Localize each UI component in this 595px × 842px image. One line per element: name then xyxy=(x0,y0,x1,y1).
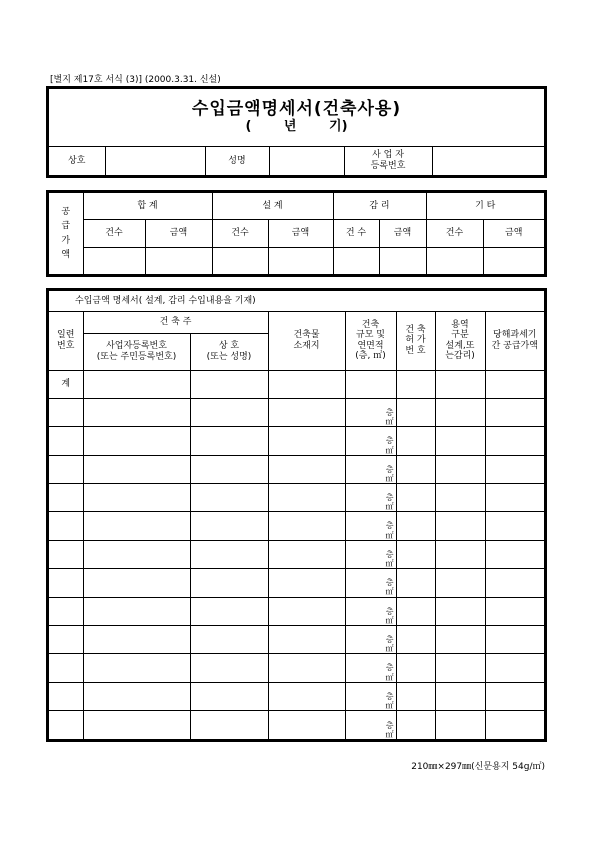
row-amount[interactable] xyxy=(485,682,544,710)
row-permit[interactable] xyxy=(396,569,435,597)
total-permit[interactable] xyxy=(396,370,435,398)
sub-header-7: 건수 xyxy=(426,219,483,247)
table-row xyxy=(49,427,544,455)
supply-side-char-2: 급 xyxy=(61,221,71,232)
col-location xyxy=(268,311,345,370)
col-amount-line2: 간 공급가액 xyxy=(491,340,538,351)
row-permit[interactable] xyxy=(396,512,435,540)
row-owner-reg[interactable] xyxy=(83,625,190,653)
sub-header-3: 건수 xyxy=(212,219,268,247)
row-permit[interactable] xyxy=(396,484,435,512)
table-row xyxy=(49,682,544,710)
col-owner-reg-line1: 사업자등록번호 xyxy=(106,341,167,352)
table-row xyxy=(49,455,544,483)
col-scale-line3: 연면적 xyxy=(357,340,384,351)
row-service[interactable] xyxy=(435,398,485,426)
row-service[interactable] xyxy=(435,484,485,512)
row-owner-reg[interactable] xyxy=(83,427,190,455)
row-service[interactable] xyxy=(435,625,485,653)
supply-side-char-3: 가 xyxy=(61,235,71,246)
row-amount[interactable] xyxy=(485,569,544,597)
row-owner-reg[interactable] xyxy=(83,398,190,426)
row-permit[interactable] xyxy=(396,682,435,710)
row-permit[interactable] xyxy=(396,711,435,739)
total-location[interactable] xyxy=(268,370,345,398)
area-unit: ㎡ xyxy=(385,502,394,512)
col-service xyxy=(435,311,485,370)
row-service[interactable] xyxy=(435,654,485,682)
col-owner-name xyxy=(190,334,268,370)
row-owner-name[interactable] xyxy=(190,569,268,597)
row-owner-reg[interactable] xyxy=(83,711,190,739)
table-row xyxy=(49,540,544,568)
supervision-amount-field[interactable] xyxy=(379,247,426,274)
row-owner-name[interactable] xyxy=(190,682,268,710)
row-scale[interactable] xyxy=(345,569,396,597)
row-serial[interactable] xyxy=(49,512,83,540)
row-amount[interactable] xyxy=(485,427,544,455)
total-owner-reg[interactable] xyxy=(83,370,190,398)
row-location[interactable] xyxy=(268,654,345,682)
row-scale[interactable] xyxy=(345,682,396,710)
col-permit xyxy=(396,311,435,370)
row-location[interactable] xyxy=(268,682,345,710)
col-serial-line1: 일련 xyxy=(57,330,75,341)
supply-summary-section xyxy=(46,190,547,277)
floor-unit: 층 xyxy=(385,663,394,673)
row-location[interactable] xyxy=(268,398,345,426)
col-owner-name-line2: (또는 성명) xyxy=(206,351,252,362)
row-location[interactable] xyxy=(268,455,345,483)
sub-header-6: 금액 xyxy=(379,219,426,247)
group-supervision: 감 리 xyxy=(333,193,426,219)
sub-header-2: 금액 xyxy=(145,219,212,247)
table-row xyxy=(49,711,544,739)
supply-side-char-4: 액 xyxy=(61,249,71,260)
area-unit: ㎡ xyxy=(385,530,394,540)
col-scale-line2: 규모 및 xyxy=(356,330,385,341)
floor-unit: 층 xyxy=(385,720,394,730)
row-serial[interactable] xyxy=(49,625,83,653)
form-title: 수입금액명세서(건축사용) xyxy=(191,99,402,119)
row-service[interactable] xyxy=(435,682,485,710)
row-permit[interactable] xyxy=(396,654,435,682)
col-owner-reg-line2: (또는 주민등록번호) xyxy=(96,351,177,362)
table-row xyxy=(49,569,544,597)
col-owner-group: 건 축 주 xyxy=(83,311,268,333)
row-amount[interactable] xyxy=(485,455,544,483)
total-amount[interactable] xyxy=(485,370,544,398)
other-amount-field[interactable] xyxy=(483,247,544,274)
row-permit[interactable] xyxy=(396,625,435,653)
row-permit[interactable] xyxy=(396,398,435,426)
row-permit[interactable] xyxy=(396,427,435,455)
total-label: 계 xyxy=(49,370,83,398)
row-service[interactable] xyxy=(435,597,485,625)
row-amount[interactable] xyxy=(485,512,544,540)
name-label: 성명 xyxy=(205,146,269,175)
row-amount[interactable] xyxy=(485,711,544,739)
row-owner-name[interactable] xyxy=(190,625,268,653)
row-location[interactable] xyxy=(268,512,345,540)
row-location[interactable] xyxy=(268,597,345,625)
design-amount-field[interactable] xyxy=(268,247,333,274)
row-scale[interactable] xyxy=(345,427,396,455)
row-owner-name[interactable] xyxy=(190,484,268,512)
col-amount xyxy=(485,311,544,370)
row-service[interactable] xyxy=(435,569,485,597)
group-design: 설 계 xyxy=(212,193,333,219)
group-other: 기 타 xyxy=(426,193,544,219)
col-serial xyxy=(49,311,83,370)
form-period: ( 년 기) xyxy=(245,118,348,134)
col-permit-line3: 번 호 xyxy=(405,345,426,356)
floor-unit: 층 xyxy=(385,407,394,417)
area-unit: ㎡ xyxy=(385,729,394,739)
row-service[interactable] xyxy=(435,512,485,540)
col-service-line1: 용역 xyxy=(451,319,469,330)
col-location-line2: 소재지 xyxy=(293,340,320,351)
row-serial[interactable] xyxy=(49,682,83,710)
area-unit: ㎡ xyxy=(385,473,394,483)
area-unit: ㎡ xyxy=(385,559,394,568)
row-owner-reg[interactable] xyxy=(83,455,190,483)
row-amount[interactable] xyxy=(485,597,544,625)
header-section xyxy=(46,86,547,178)
row-service[interactable] xyxy=(435,711,485,739)
other-count-field[interactable] xyxy=(426,247,483,274)
detail-section xyxy=(46,288,547,742)
row-permit[interactable] xyxy=(396,455,435,483)
row-location[interactable] xyxy=(268,540,345,568)
row-scale[interactable] xyxy=(345,625,396,653)
col-permit-line1: 건 축 xyxy=(405,325,426,336)
trade-name-label: 상호 xyxy=(49,146,105,175)
row-owner-name[interactable] xyxy=(190,711,268,739)
business-reg-field[interactable] xyxy=(432,146,544,175)
row-scale[interactable] xyxy=(345,398,396,426)
row-location[interactable] xyxy=(268,625,345,653)
row-owner-name[interactable] xyxy=(190,455,268,483)
row-owner-name[interactable] xyxy=(190,597,268,625)
sub-header-5: 건 수 xyxy=(333,219,379,247)
table-row xyxy=(49,398,544,426)
row-service[interactable] xyxy=(435,427,485,455)
row-serial[interactable] xyxy=(49,597,83,625)
total-count-field[interactable] xyxy=(83,247,145,274)
area-unit: ㎡ xyxy=(385,700,394,710)
paper-spec: 210㎜×297㎜(신문용지 54g/㎡) xyxy=(411,762,545,772)
row-amount[interactable] xyxy=(485,398,544,426)
col-service-line3: 설계,또 xyxy=(445,340,475,351)
table-row xyxy=(49,512,544,540)
row-scale[interactable] xyxy=(345,711,396,739)
table-row xyxy=(49,625,544,653)
row-amount[interactable] xyxy=(485,654,544,682)
row-owner-name[interactable] xyxy=(190,540,268,568)
floor-unit: 층 xyxy=(385,578,394,588)
row-owner-reg[interactable] xyxy=(83,597,190,625)
row-owner-reg[interactable] xyxy=(83,512,190,540)
row-serial[interactable] xyxy=(49,427,83,455)
name-field[interactable] xyxy=(269,146,344,175)
row-amount[interactable] xyxy=(485,484,544,512)
row-serial[interactable] xyxy=(49,540,83,568)
form-caption: [별지 제17호 서식 (3)] (2000.3.31. 신설) xyxy=(50,75,221,85)
row-owner-name[interactable] xyxy=(190,427,268,455)
area-unit: ㎡ xyxy=(385,615,394,625)
table-row xyxy=(49,484,544,512)
row-amount[interactable] xyxy=(485,625,544,653)
col-scale-line1: 건축 xyxy=(361,319,380,330)
table-row xyxy=(49,654,544,682)
floor-unit: 층 xyxy=(385,493,394,503)
supply-side-char-1: 공 xyxy=(61,206,71,217)
total-amount-field[interactable] xyxy=(145,247,212,274)
row-location[interactable] xyxy=(268,711,345,739)
row-scale[interactable] xyxy=(345,512,396,540)
row-scale[interactable] xyxy=(345,484,396,512)
sub-header-4: 금액 xyxy=(268,219,333,247)
row-owner-reg[interactable] xyxy=(83,682,190,710)
floor-unit: 층 xyxy=(385,634,394,644)
row-serial[interactable] xyxy=(49,569,83,597)
area-unit: ㎡ xyxy=(385,644,394,654)
row-service[interactable] xyxy=(435,455,485,483)
row-owner-reg[interactable] xyxy=(83,484,190,512)
row-serial[interactable] xyxy=(49,484,83,512)
row-location[interactable] xyxy=(268,484,345,512)
row-owner-name[interactable] xyxy=(190,654,268,682)
row-serial[interactable] xyxy=(49,654,83,682)
floor-unit: 층 xyxy=(385,436,394,446)
business-reg-label-line1: 사 업 자 xyxy=(372,150,404,161)
col-service-line2: 구분 xyxy=(451,330,469,341)
area-unit: ㎡ xyxy=(385,672,394,682)
row-location[interactable] xyxy=(268,427,345,455)
col-scale xyxy=(345,311,396,370)
col-service-line4: 는감리) xyxy=(445,351,475,361)
row-scale[interactable] xyxy=(345,654,396,682)
row-scale[interactable] xyxy=(345,540,396,568)
floor-unit: 층 xyxy=(385,606,394,616)
total-owner-name[interactable] xyxy=(190,370,268,398)
col-permit-line2: 허 가 xyxy=(405,335,426,346)
floor-unit: 층 xyxy=(385,691,394,701)
row-owner-reg[interactable] xyxy=(83,540,190,568)
area-unit: ㎡ xyxy=(385,417,394,427)
trade-name-field[interactable] xyxy=(105,146,205,175)
row-permit[interactable] xyxy=(396,540,435,568)
business-reg-label-line2: 등록번호 xyxy=(370,160,406,171)
row-owner-reg[interactable] xyxy=(83,569,190,597)
group-total: 합 계 xyxy=(83,193,212,219)
total-scale[interactable] xyxy=(345,370,396,398)
row-amount[interactable] xyxy=(485,540,544,568)
row-serial[interactable] xyxy=(49,398,83,426)
design-count-field[interactable] xyxy=(212,247,268,274)
area-unit: ㎡ xyxy=(385,445,394,455)
row-location[interactable] xyxy=(268,569,345,597)
col-owner-reg xyxy=(83,334,190,370)
row-owner-name[interactable] xyxy=(190,512,268,540)
col-scale-line4: (층, ㎡) xyxy=(355,351,386,361)
row-serial[interactable] xyxy=(49,455,83,483)
row-serial[interactable] xyxy=(49,711,83,739)
row-permit[interactable] xyxy=(396,597,435,625)
col-amount-line1: 당해과세기 xyxy=(493,330,537,341)
table-row xyxy=(49,597,544,625)
floor-unit: 층 xyxy=(385,464,394,474)
total-row xyxy=(49,370,544,398)
row-service[interactable] xyxy=(435,540,485,568)
sub-header-8: 금액 xyxy=(483,219,544,247)
supply-side-label xyxy=(49,193,83,274)
business-reg-label xyxy=(344,146,432,175)
row-scale[interactable] xyxy=(345,597,396,625)
detail-heading: 수입금액 명세서( 설계, 감리 수입내용을 기재) xyxy=(49,291,544,311)
floor-unit: 층 xyxy=(385,549,394,559)
row-owner-reg[interactable] xyxy=(83,654,190,682)
total-service[interactable] xyxy=(435,370,485,398)
sub-header-1: 건수 xyxy=(83,219,145,247)
area-unit: ㎡ xyxy=(385,587,394,597)
col-owner-name-line1: 상 호 xyxy=(218,341,240,352)
supervision-count-field[interactable] xyxy=(333,247,379,274)
row-owner-name[interactable] xyxy=(190,398,268,426)
floor-unit: 층 xyxy=(385,521,394,531)
row-scale[interactable] xyxy=(345,455,396,483)
col-location-line1: 건축물 xyxy=(293,330,320,341)
col-serial-line2: 번호 xyxy=(57,340,75,351)
